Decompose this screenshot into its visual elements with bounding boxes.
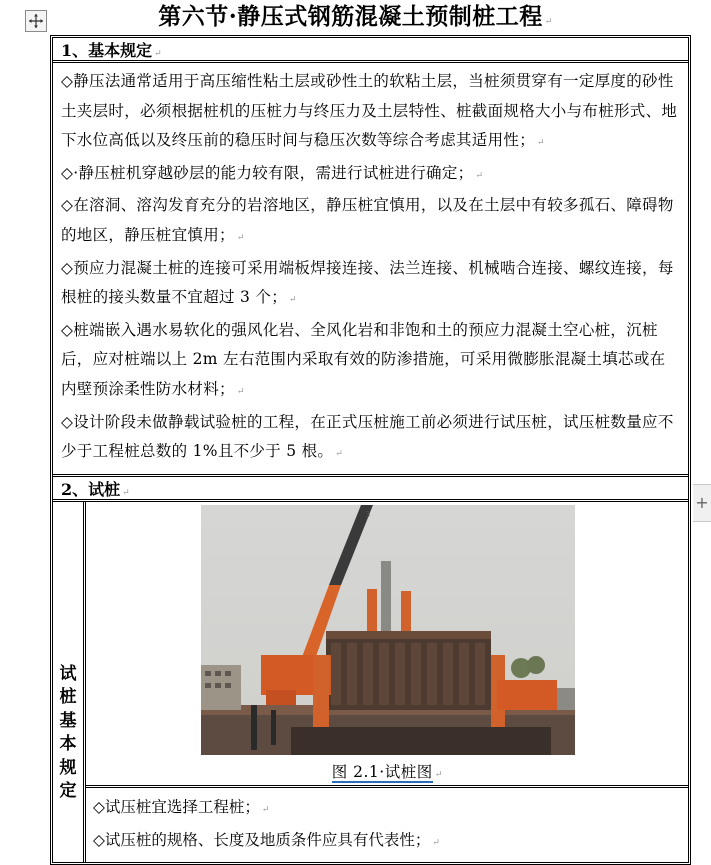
section-title [0,0,711,31]
paragraph-mark-icon: ↵ [434,769,443,780]
paragraph-mark-icon: ↵ [432,837,440,848]
side-label-char: 试 [59,663,77,684]
side-label-char: 规 [59,757,77,778]
side-label-char: 基 [59,710,77,731]
figure-caption-text[interactable]: 图 2.1·试桩图 [331,762,433,781]
basic-rules-body [53,63,688,477]
heading-text: 2、试桩 [61,479,121,499]
add-row-button[interactable] [693,484,711,522]
rule-paragraph [61,408,680,470]
rule-text: ◇试压桩宜选择工程桩； [93,797,260,816]
figure-caption [86,760,688,782]
rule-paragraph [61,254,680,316]
paragraph-mark-icon: ↵ [289,295,297,306]
rule-text: ◇试压桩的规格、长度及地质条件应具有代表性； [93,830,431,849]
rule-text: ◇·静压桩机穿越砂层的能力较有限，需进行试桩进行确定； [61,163,474,182]
rule-paragraph [61,159,680,192]
side-label-char: 本 [59,734,77,755]
rule-text: ◇设计阶段未做静载试验桩的工程，在正式压桩施工前必须进行试压桩，试压桩数量应不少于工程桩总数的 1%且不少于 5 根。 [61,412,674,461]
test-pile-rule-item [93,825,681,858]
side-label-char: 定 [59,781,77,802]
test-pile-content [86,502,688,862]
rule-paragraph [61,67,680,159]
side-label-cell [53,502,86,862]
svg-text:3: 3 [365,509,371,519]
paragraph-mark-icon: ↵ [537,138,545,149]
rule-text: ◇桩端嵌入遇水易软化的强风化岩、全风化岩和非饱和土的预应力混凝土空心桩，沉桩后，应对桩端以上 2m 左右范围内采取有效的防渗措施，可采用微膨胀混凝土填芯或在内壁预涂柔性防水材料； [61,320,666,398]
test-pile-section [53,502,688,862]
side-label-char: 桩 [59,687,77,708]
paragraph-mark-icon: ↵ [475,170,484,181]
plus-icon: + [695,493,709,512]
paragraph-mark-icon: ↵ [335,449,344,460]
test-pile-rules [86,788,688,862]
pile-driver-photo[interactable] [201,505,575,755]
paragraph-mark-icon: ↵ [154,49,162,59]
section-title-text: 第六节·静压式钢筋混凝土预制桩工程 [158,3,543,30]
paragraph-mark-icon: ↵ [236,386,245,397]
content-table [50,35,691,865]
paragraph-mark-icon: ↵ [261,804,270,815]
rule-paragraph [61,191,680,253]
figure-cell [86,502,688,788]
rule-text: ◇预应力混凝土桩的连接可采用端板焊接连接、法兰连接、机械啮合连接、螺纹连接，每根桩的接头数量不宜超过 3 个； [61,258,674,307]
side-label [57,663,79,804]
heading-basic-rules [53,38,688,63]
paragraph-mark-icon: ↵ [236,232,245,243]
rule-text: ◇在溶洞、溶沟发育充分的岩溶地区，静压桩宜慎用，以及在土层中有较多孤石、障碍物的地区，静压桩宜慎用； [61,196,674,244]
rule-paragraph [61,316,680,408]
test-pile-rule-item [93,792,681,825]
paragraph-mark-icon: ↵ [544,17,553,27]
rule-text: ◇静压法通常适用于高压缩性粘土层或砂性土的软粘土层，当桩须贯穿有一定厚度的砂性土夹层时，必须根据桩机的压桩力与终压力及土层特性、桩截面规格大小与布桩形式、地下水位高低以及终压前的稳压时间与稳压次数等综合考虑其适用性； [61,72,678,150]
heading-test-pile [53,477,688,502]
pile-driver-image-icon [201,505,575,755]
heading-text: 1、基本规定 [61,41,153,60]
paragraph-mark-icon: ↵ [122,487,130,498]
